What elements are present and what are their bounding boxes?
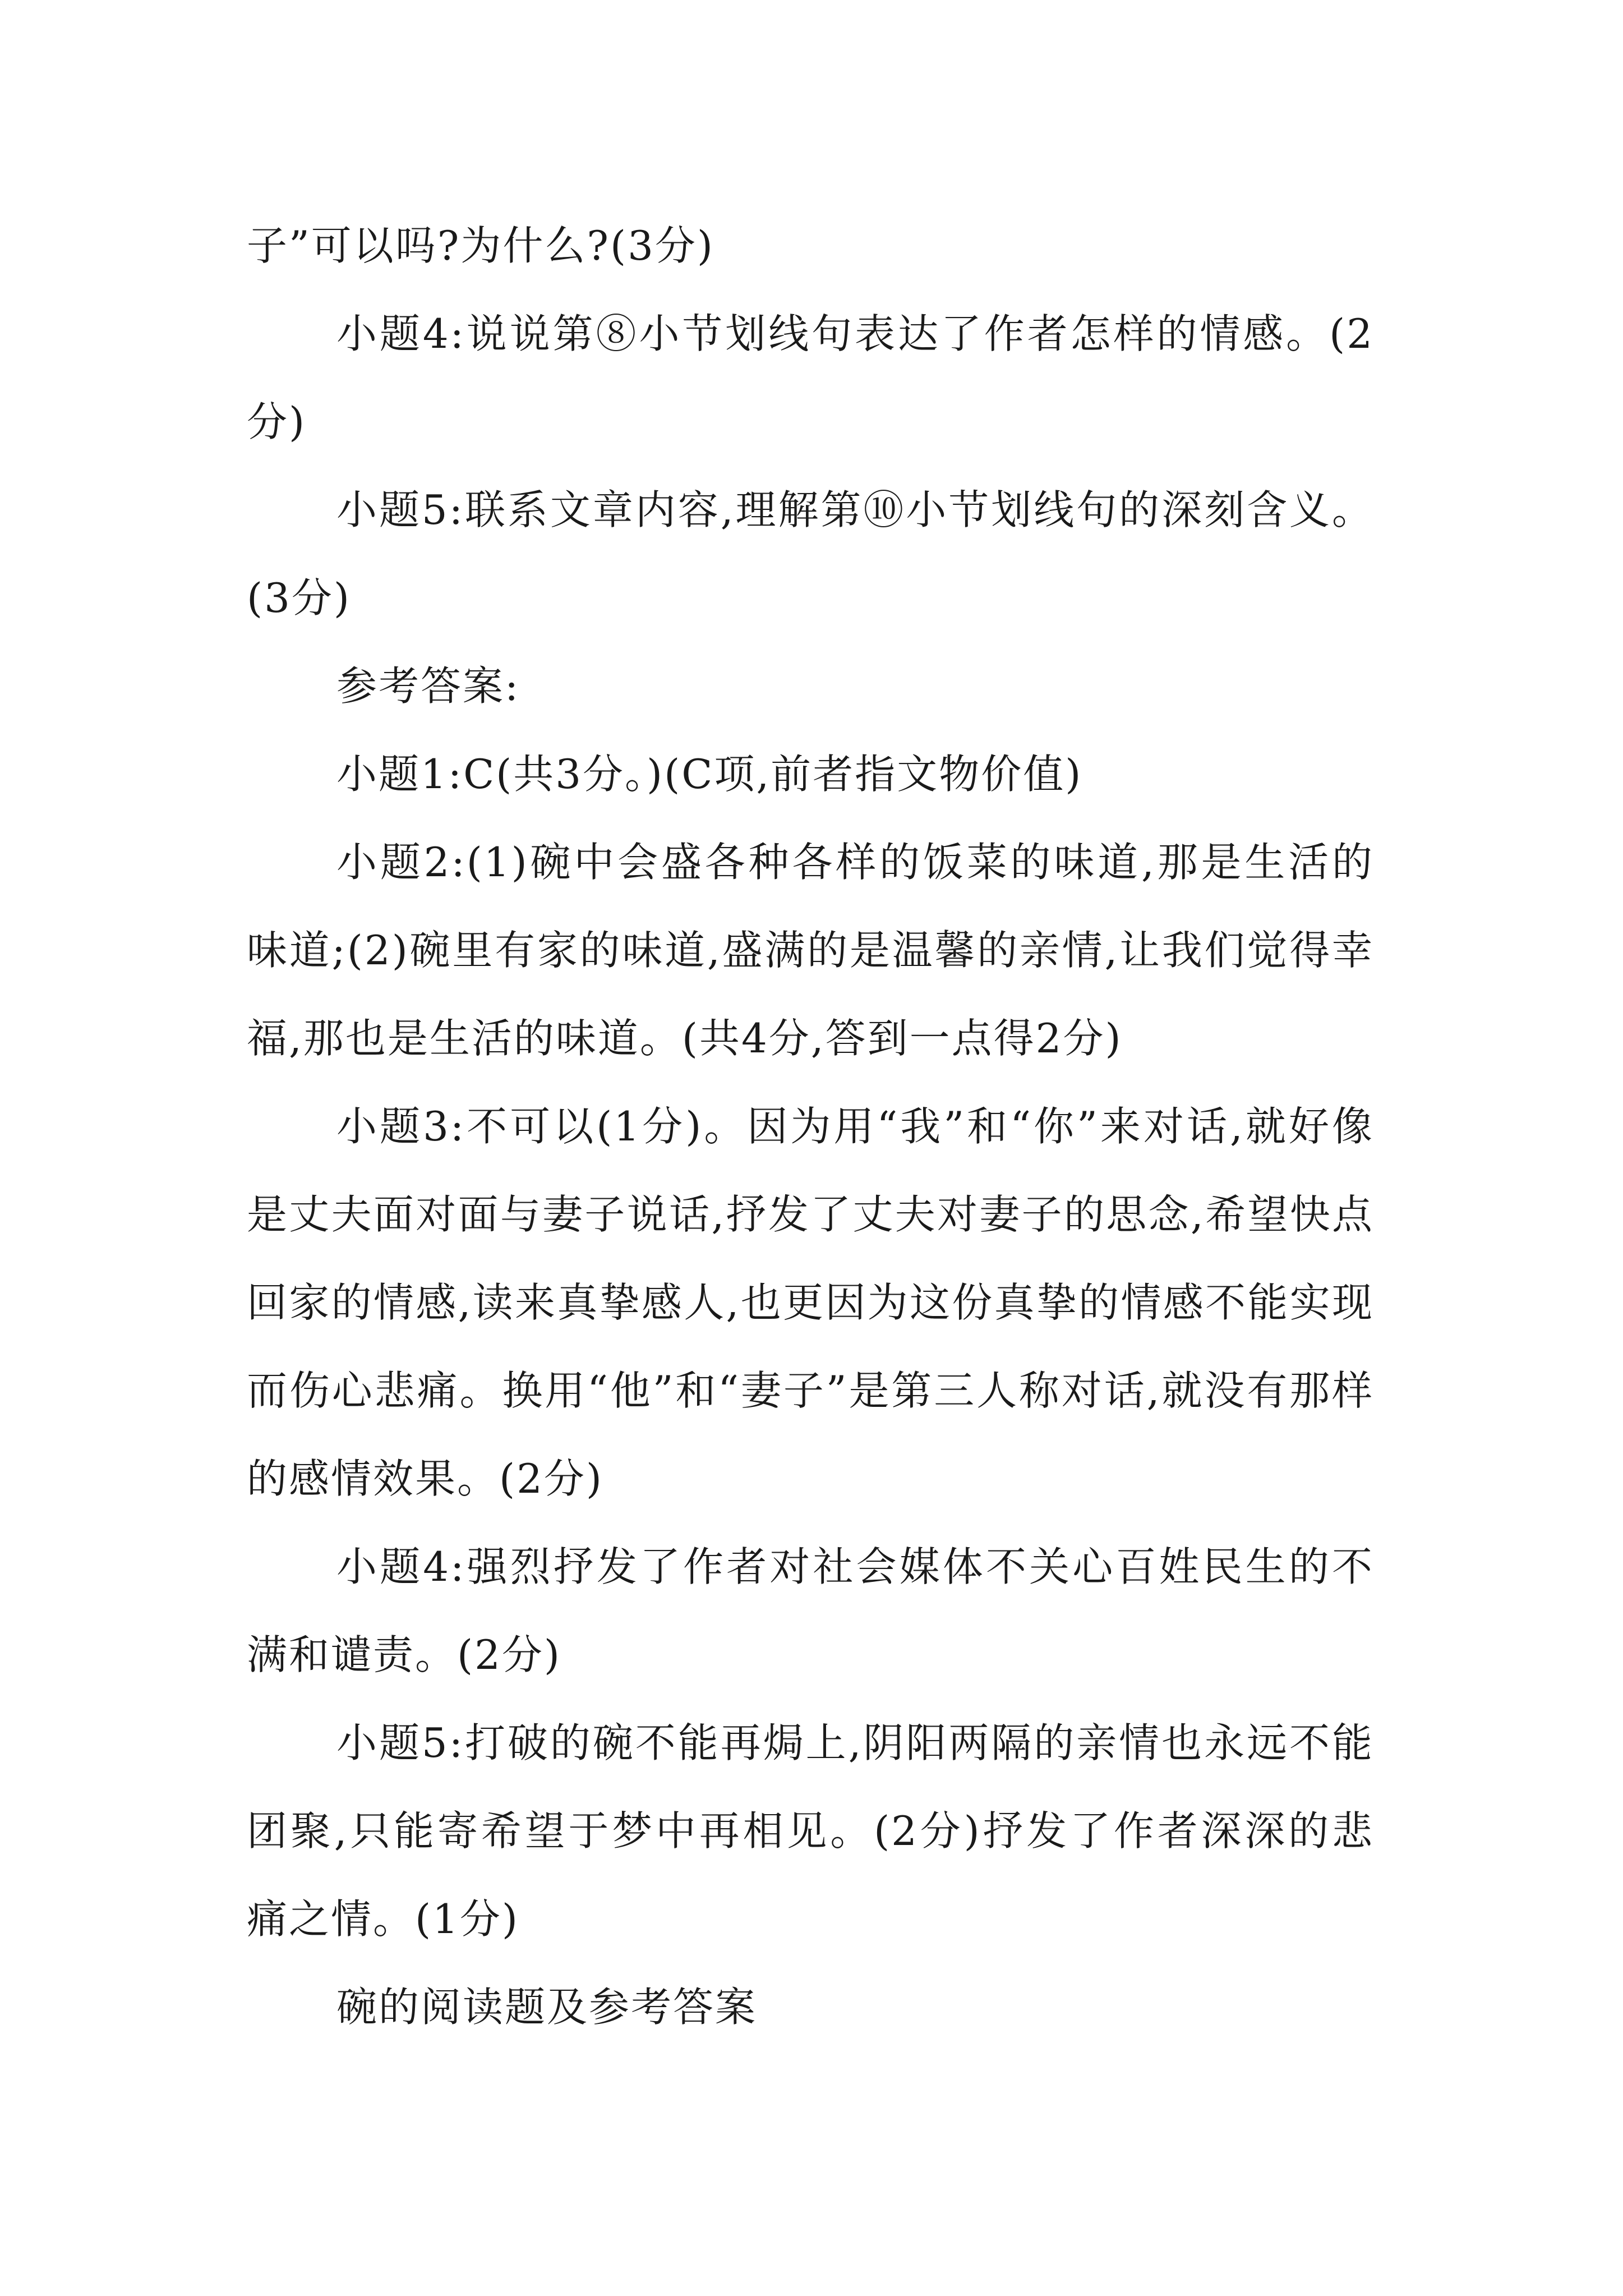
answer-2: 小题2:(1)碗中会盛各种各样的饭菜的味道,那是生活的味道;(2)碗里有家的味道,盛满的是温馨的亲情,让我们觉得幸福,那也是生活的味道。(共4分,答到一点得2分) [247, 839, 1374, 1062]
answer-3: 小题3:不可以(1分)。因为用“我”和“你”来对话,就好像是丈夫面对面与妻子说话,抒发了丈夫对妻子的思念,希望快点回家的情感,读来真挚感人,也更因为这份真挚的情感不能实现而伤心悲痛。换用“他”和“妻子”是第三人称对话,就没有那样的感情效果。(2分) [247, 1103, 1374, 1502]
closing-title: 碗的阅读题及参考答案 [336, 1984, 758, 2031]
document-body [247, 202, 1374, 2051]
paragraph-question-3-tail: 子”可以吗?为什么?(3分) [247, 222, 715, 269]
paragraph-question-5: 小题5:联系文章内容,理解第⑩小节划线句的深刻含义。(3分) [247, 486, 1374, 622]
answer-1: 小题1:C(共3分。)(C项,前者指文物价值) [336, 751, 1083, 798]
paragraph-question-4: 小题4:说说第⑧小节划线句表达了作者怎样的情感。(2分) [247, 310, 1374, 445]
answer-4: 小题4:强烈抒发了作者对社会媒体不关心百姓民生的不满和谴责。(2分) [247, 1543, 1374, 1678]
answer-heading: 参考答案: [336, 662, 520, 710]
answer-5: 小题5:打破的碗不能再焗上,阴阳两隔的亲情也永远不能团聚,只能寄希望于梦中再相见。(2分)抒发了作者深深的悲痛之情。(1分) [247, 1719, 1374, 1943]
